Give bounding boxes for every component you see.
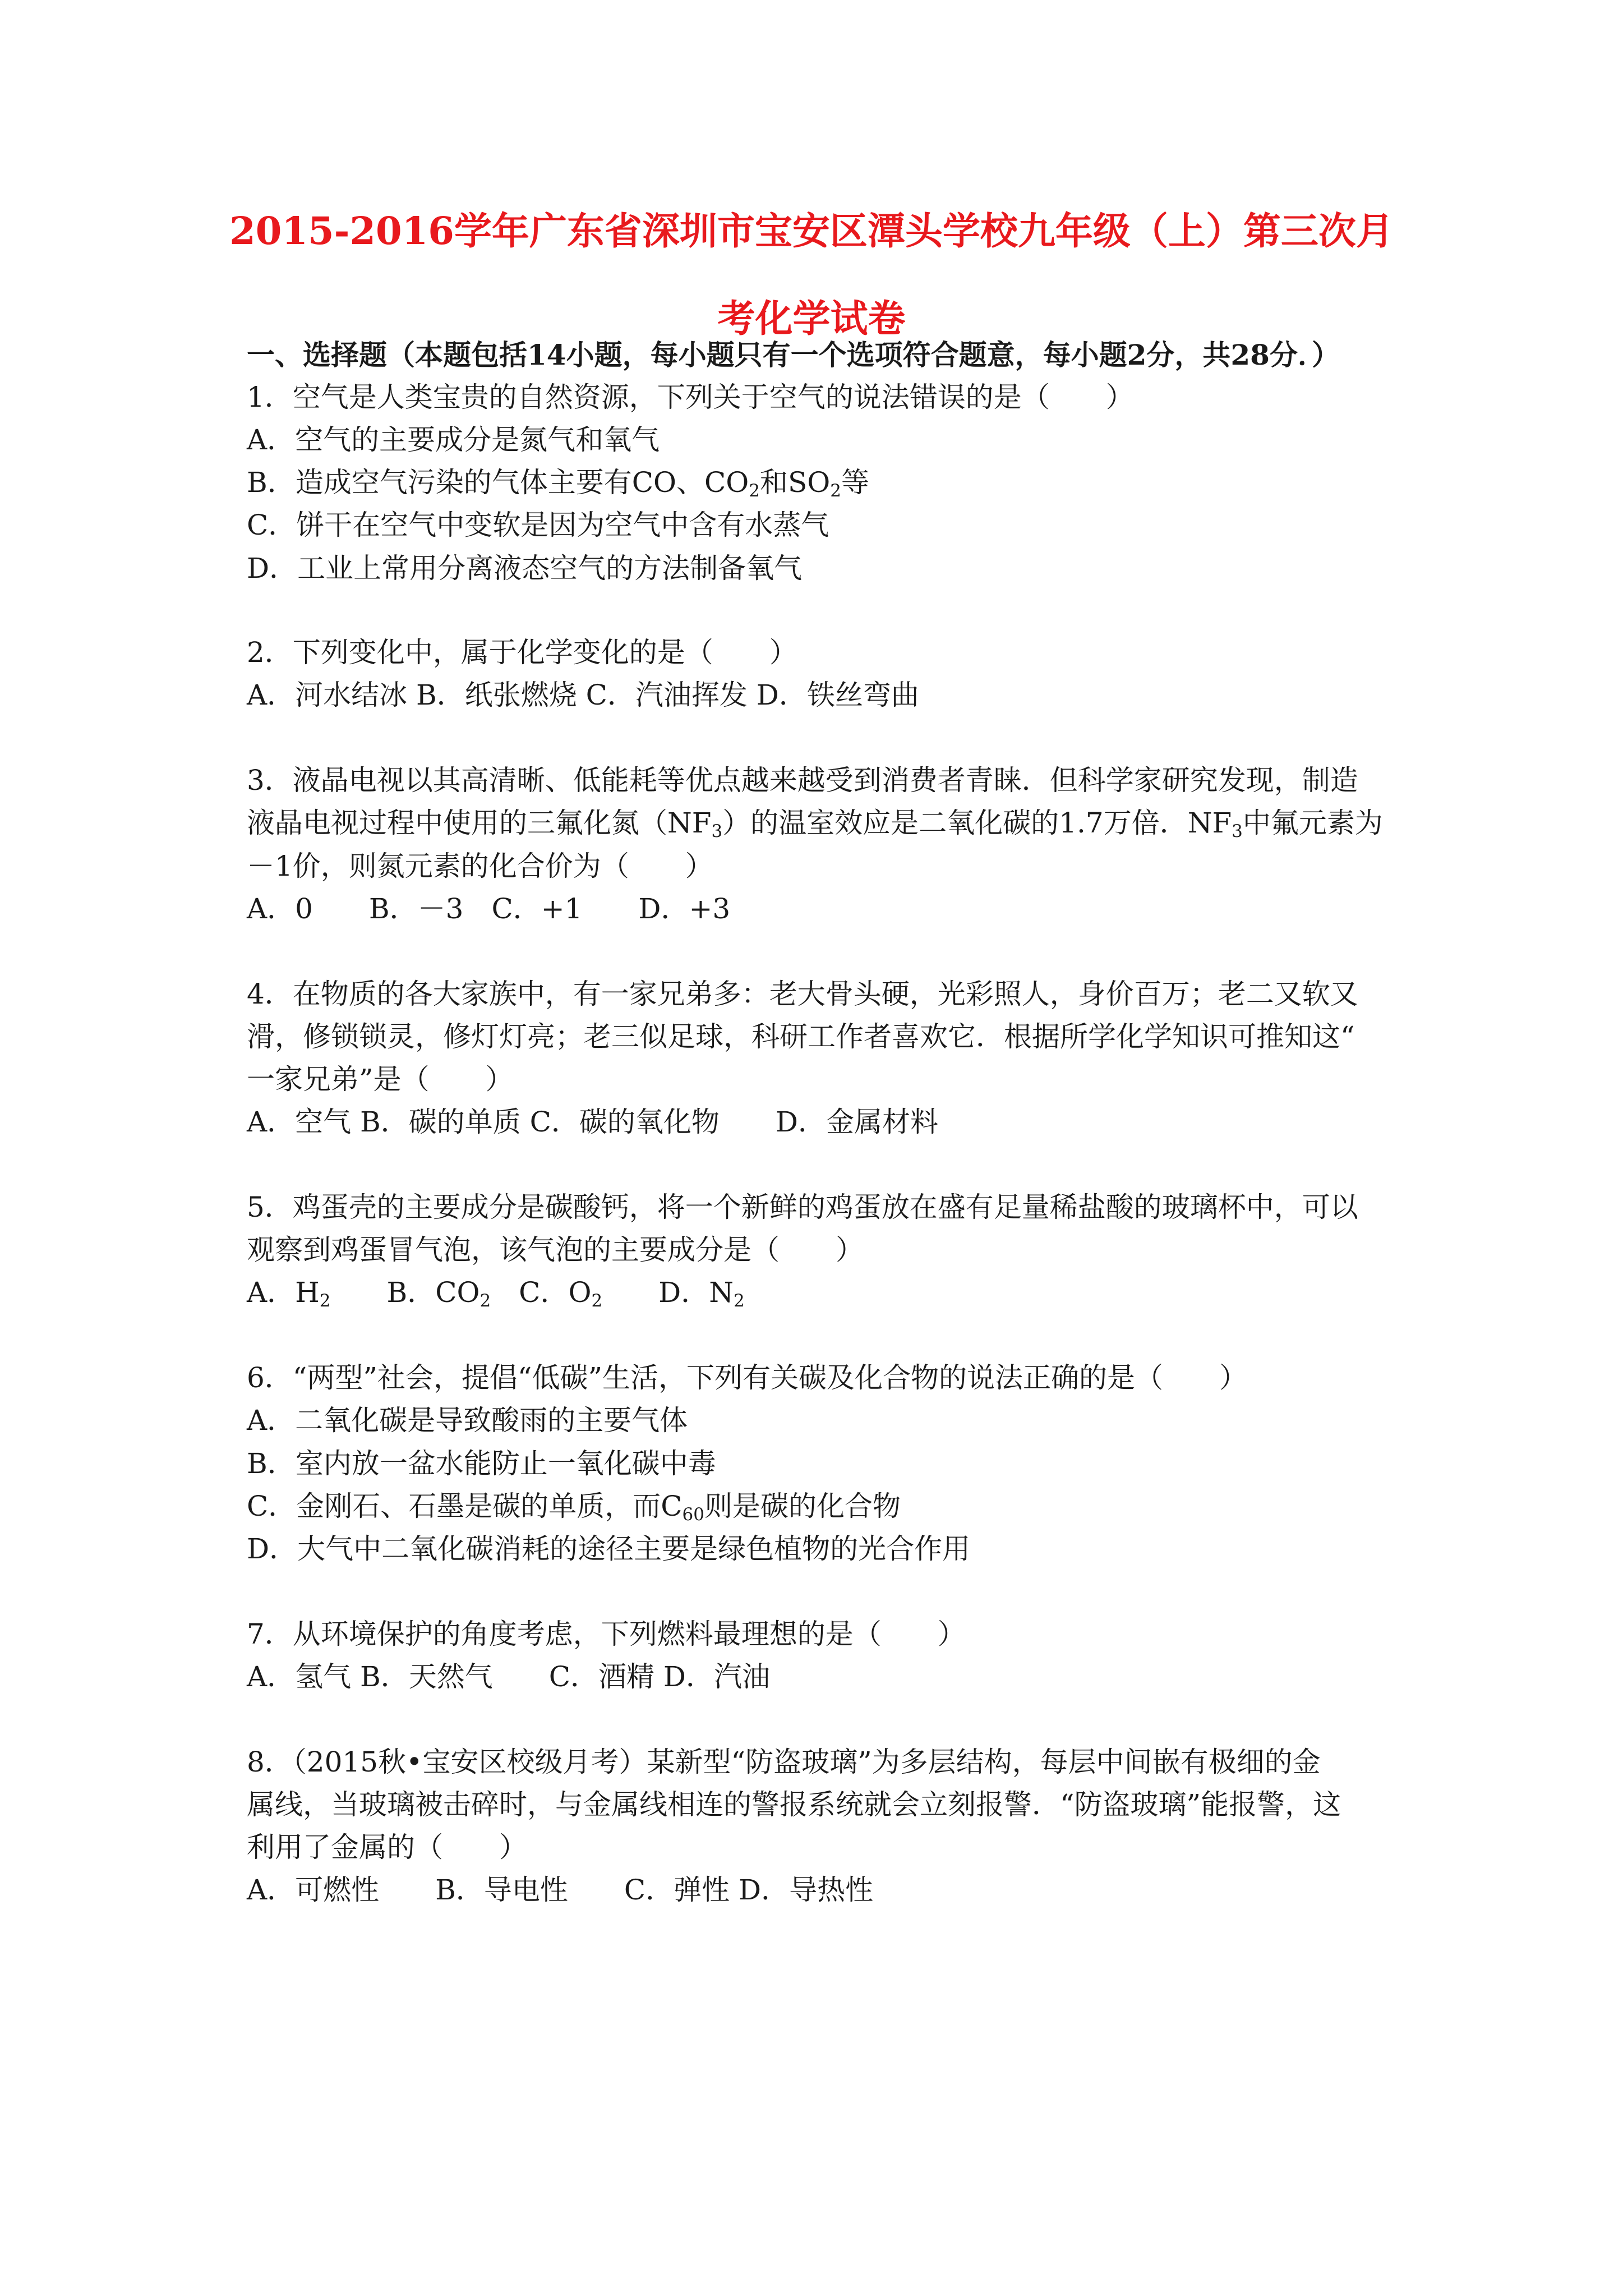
question-5-options: A．$H_2$ B．$CO_2$ C．$O_2$ D．$N_2$ — [247, 1276, 745, 1311]
question-1-option-a: A．空气的主要成分是氮气和氧气 — [247, 424, 660, 456]
question-8-line-3: 利用了金属的（ ） — [247, 1831, 527, 1864]
question-8-options: A．可燃性 B．导电性 C．弹性 D．导热性 — [247, 1874, 874, 1906]
question-4-options: A．空气 B．碳的单质 C．碳的氧化物 D．金属材料 — [247, 1106, 938, 1138]
question-2-stem: 2．下列变化中，属于化学变化的是（ ） — [247, 636, 797, 669]
question-3-line-1: 3．液晶电视以其高清晰、低能耗等优点越来越受到消费者青睐．但科学家研究发现，制造 — [247, 764, 1358, 797]
exam-title-line-2: 考化学试卷 — [717, 296, 906, 341]
question-1-option-b: B．造成空气污染的气体主要有CO、$CO_2$和$SO_2$等 — [247, 466, 869, 501]
question-6-option-a: A．二氧化碳是导致酸雨的主要气体 — [247, 1404, 688, 1437]
question-3-options: A．0 B．－3 C．+1 D．+3 — [247, 892, 731, 925]
question-6-stem: 6．“两型”社会，提倡“低碳”生活，下列有关碳及化合物的说法正确的是（ ） — [247, 1361, 1248, 1394]
question-6-option-b: B．室内放一盆水能防止一氧化碳中毒 — [247, 1447, 716, 1480]
question-6-option-d: D．大气中二氧化碳消耗的途径主要是绿色植物的光合作用 — [247, 1533, 971, 1565]
question-5-line-1: 5．鸡蛋壳的主要成分是碳酸钙，将一个新鲜的鸡蛋放在盛有足量稀盐酸的玻璃杯中，可以 — [247, 1191, 1358, 1223]
question-4-line-3: 一家兄弟”是（ ） — [247, 1063, 514, 1096]
question-4-line-2: 滑，修锁锁灵，修灯灯亮；老三似足球，科研工作者喜欢它．根据所学化学知识可推知这“ — [247, 1020, 1355, 1053]
question-7-options: A．氢气 B．天然气 C．酒精 D．汽油 — [247, 1660, 770, 1693]
question-8-line-1: 8．（2015秋•宝安区校级月考）某新型“防盗玻璃”为多层结构，每层中间嵌有极细的金 — [247, 1746, 1321, 1778]
section-header-choice: 一、选择题（本题包括14小题，每小题只有一个选项符合题意，每小题2分，共28分．） — [247, 338, 1340, 371]
question-1-stem: 1．空气是人类宝贵的自然资源，下列关于空气的说法错误的是（ ） — [247, 381, 1134, 413]
question-2-options: A．河水结冰 B．纸张燃烧 C．汽油挥发 D．铁丝弯曲 — [247, 679, 919, 711]
question-5-line-2: 观察到鸡蛋冒气泡，该气泡的主要成分是（ ） — [247, 1234, 864, 1266]
question-6-option-c: C．金刚石、石墨是碳的单质，而$C_{60}$则是碳的化合物 — [247, 1490, 901, 1525]
question-1-option-c: C．饼干在空气中变软是因为空气中含有水蒸气 — [247, 509, 829, 541]
exam-title-line-1: 2015-2016学年广东省深圳市宝安区潭头学校九年级（上）第三次月 — [229, 209, 1394, 253]
question-3-line-2: 液晶电视过程中使用的三氟化氮$(NF_3)$的温室效应是二氧化碳的1.7万倍．$NF_3$中氟元素为 — [247, 807, 1383, 841]
question-8-line-2: 属线，当玻璃被击碎时，与金属线相连的警报系统就会立刻报警．“防盗玻璃”能报警，这 — [247, 1788, 1341, 1821]
question-4-line-1: 4．在物质的各大家族中，有一家兄弟多：老大骨头硬，光彩照人，身价百万；老二又软又 — [247, 978, 1358, 1010]
question-1-option-d: D．工业上常用分离液态空气的方法制备氧气 — [247, 552, 803, 585]
question-3-line-3: －1价，则氮元素的化合价为（ ） — [247, 850, 713, 882]
question-7-stem: 7．从环境保护的角度考虑，下列燃料最理想的是（ ） — [247, 1618, 966, 1650]
